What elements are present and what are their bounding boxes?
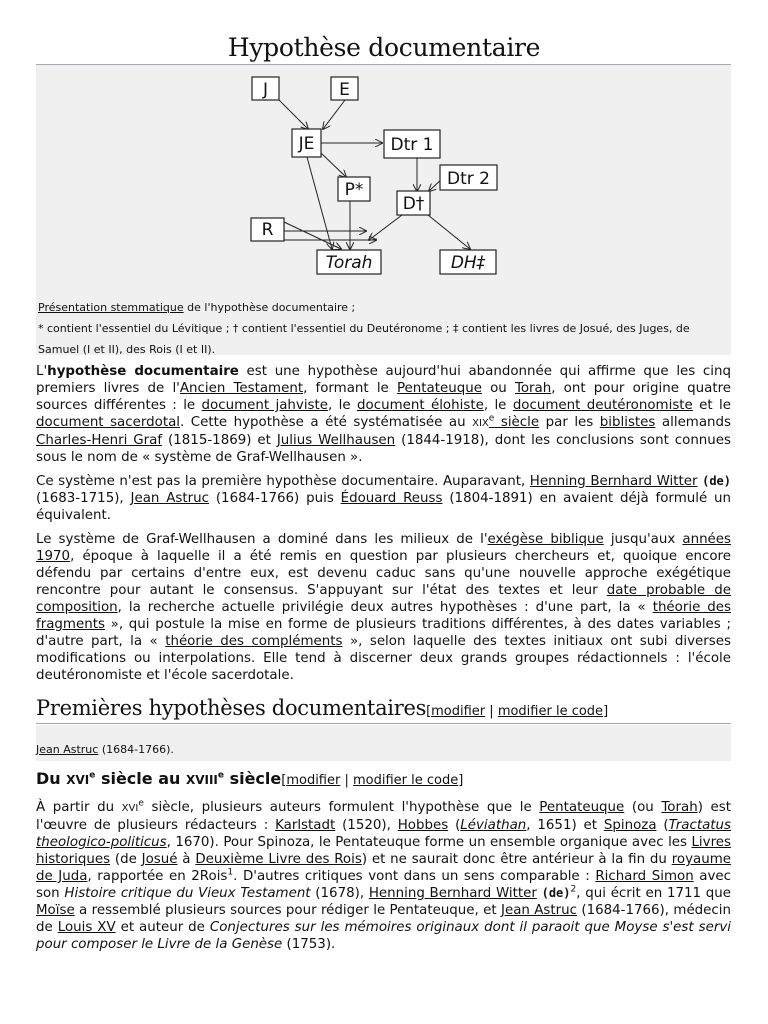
- edge-r-torah-1: [284, 222, 341, 249]
- link-deuxieme-livre-rois[interactable]: Deuxième Livre des Rois: [195, 852, 362, 867]
- interlanguage-de-2[interactable]: (de): [541, 886, 571, 900]
- stemma-diagram: [36, 65, 731, 297]
- link-hobbes[interactable]: Hobbes: [397, 818, 449, 833]
- image-thumbnail: [36, 725, 731, 761]
- section-divider: [36, 723, 731, 724]
- footnote-1[interactable]: 1: [227, 867, 234, 878]
- thumb-link-astruc[interactable]: Jean Astruc: [36, 743, 99, 756]
- link-document-deuteronomiste[interactable]: document deutéronomiste: [512, 398, 693, 413]
- link-date-composition[interactable]: date probable de composition: [36, 583, 732, 615]
- link-royaume-juda[interactable]: royaume de Juda: [36, 852, 731, 884]
- node-dh: DH‡: [450, 253, 486, 273]
- link-theorie-fragments[interactable]: théorie des fragments: [36, 600, 731, 632]
- thumbnail-caption: Jean Astruc (1684-1766).: [36, 743, 174, 756]
- node-r: R: [261, 220, 274, 240]
- intro-paragraph-3: Le système de Graf-Wellhausen a dominé dans les milieux de l'exégèse biblique jusqu'aux années 1970, époque à laquelle il a été remis en question par plusieurs chercheurs et, quoique encore défendu par certains d'entre eux, est devenu caduc sans qu'une nouvelle approche exégétique rencontre pour autant le consensus. S'appuyant sur l'état des textes et leur date probable de composition, la recherche actuelle privilégie deux autres hypothèses : d'une part, la « théorie des fragments », qui postule la mise en forme de plusieurs traditions différentes, à des dates variables ; d'autre part, la « théorie des compléments », selon laquelle des textes initiaux ont subi diverses modifications ou interpolations. Elle tend à discerner deux grands groupes rédactionnels : l'école deutéronomiste et l'école sacerdotale.: [36, 532, 732, 683]
- section-paragraph: À partir du XVIe siècle, plusieurs auteurs formulent l'hypothèse que le Pentateuque (ou Torah) est l'œuvre de plusieurs rédacteurs : Karlstadt (1520), Hobbes (Léviathan, 1651) et Spinoza (Tractatus theologico-politicus, 1670). Pour Spinoza, le Pentateuque forme un ensemble organique avec les Livres historiques (de Josué à Deuxième Livre des Rois) et ne saurait donc être antérieur à la fin du royaume de Juda, rapportée en 2Rois$^1$. D'autres critiques vont dans un sens comparable : Richard Simon avec son Histoire critique du Vieux Testament (1678), Henning Bernhard Witter (de)$^2$, qui écrit en 1711 que Moïse a ressemblé plusieurs sources pour rédiger le Pentateuque, et Jean Astruc (1684-1766), médecin de Louis XV et auteur de Conjectures sur les mémoires originaux dont il paraoit que Moyse s'est servi pour composer le Livre de la Genèse (1753).: [36, 798, 732, 952]
- link-spinoza[interactable]: Spinoza: [603, 818, 657, 833]
- link-torah-2[interactable]: Torah: [661, 800, 698, 815]
- link-louis-xv[interactable]: Louis XV: [57, 920, 116, 935]
- subsection-heading: Du XVIe siècle au XVIIIe siècle[modifier | modifier le code]: [36, 769, 464, 788]
- link-witter-2[interactable]: Henning Bernhard Witter: [368, 886, 537, 901]
- node-p: P*: [344, 180, 364, 200]
- link-josue[interactable]: Josué: [141, 852, 178, 867]
- node-j: J: [262, 80, 269, 100]
- link-document-sacerdotal[interactable]: document sacerdotal: [36, 415, 180, 430]
- page-title: Hypothèse documentaire: [227, 33, 541, 62]
- link-theorie-complements[interactable]: théorie des compléments: [165, 634, 343, 649]
- link-astruc-2[interactable]: Jean Astruc: [501, 903, 577, 918]
- node-e: E: [339, 80, 350, 100]
- edge-e-je: [323, 100, 345, 129]
- caption-notes: * contient l'essentiel du Lévitique ; † contient l'essentiel du Deutéronome ; ‡ contient les livres de Josué, des Juges, de Samuel (I et II), des Rois (I et II).: [38, 322, 690, 356]
- edit-subsection-link[interactable]: modifier: [286, 773, 341, 788]
- link-leviathan[interactable]: Léviathan: [460, 818, 527, 833]
- intro-paragraph-2: Ce système n'est pas la première hypothèse documentaire. Auparavant, Henning Bernhard Witter (de) (1683-1715), Jean Astruc (1684-1766) puis Édouard Reuss (1804-1891) en avaient déjà formulé un équivalent.: [36, 474, 731, 523]
- link-torah[interactable]: Torah: [514, 381, 552, 396]
- link-document-jahviste[interactable]: document jahviste: [201, 398, 329, 413]
- node-dtr1: Dtr 1: [390, 135, 434, 155]
- interlanguage-de[interactable]: (de): [702, 474, 731, 488]
- link-karlstadt[interactable]: Karlstadt: [275, 818, 336, 833]
- link-pentateuque-2[interactable]: Pentateuque: [539, 800, 625, 815]
- diagram-figure: [36, 65, 731, 355]
- link-witter[interactable]: Henning Bernhard Witter: [529, 474, 698, 489]
- link-tractatus[interactable]: Tractatus theologico-politicus: [36, 818, 731, 850]
- link-pentateuque[interactable]: Pentateuque: [396, 381, 482, 396]
- figure-caption: Présentation stemmatique de l'hypothèse documentaire ; * contient l'essentiel du Lévitique ; † contient l'essentiel du Deutéronome ; ‡ contient les livres de Josué, des Juges, de Samuel (I et II), des Rois (I et II).: [38, 301, 690, 356]
- link-wellhausen[interactable]: Julius Wellhausen: [276, 433, 396, 448]
- edit-subsection-source-link[interactable]: modifier le code: [353, 773, 459, 788]
- section-heading: Premières hypothèses documentaires[modifier | modifier le code]: [36, 696, 609, 720]
- edge-j-je: [279, 100, 308, 129]
- link-annees-1970[interactable]: années 1970: [36, 532, 732, 564]
- caption-link[interactable]: Présentation stemmatique: [38, 301, 184, 314]
- link-livres-historiques[interactable]: Livres historiques: [36, 835, 731, 867]
- edge-je-p: [321, 153, 346, 177]
- link-document-elohiste[interactable]: document élohiste: [357, 398, 484, 413]
- link-moise[interactable]: Moïse: [36, 903, 75, 918]
- node-je: JE: [298, 134, 315, 154]
- link-xixe-siecle[interactable]: $^e$ siècle: [488, 413, 540, 430]
- node-dtr2: Dtr 2: [447, 169, 490, 189]
- edit-section-link[interactable]: modifier: [431, 704, 486, 719]
- node-d: D†: [402, 194, 425, 214]
- edge-d-torah: [369, 215, 402, 240]
- link-graf[interactable]: Charles-Henri Graf: [36, 433, 163, 448]
- node-torah: Torah: [325, 253, 373, 273]
- link-astruc[interactable]: Jean Astruc: [130, 491, 209, 506]
- link-biblistes[interactable]: biblistes: [599, 415, 656, 430]
- link-richard-simon[interactable]: Richard Simon: [595, 869, 694, 884]
- link-ancien-testament[interactable]: Ancien Testament: [179, 381, 304, 396]
- intro-paragraph-1: L'hypothèse documentaire est une hypothèse aujourd'hui abandonnée qui affirme que les cinq premiers livres de l'Ancien Testament, formant le Pentateuque ou Torah, ont pour origine quatre sources différentes : le document jahviste, le document élohiste, le document deutéronomiste et le document sacerdotal. Cette hypothèse a été systématisée au XIXe siècle par les biblistes allemands Charles-Henri Graf (1815-1869) et Julius Wellhausen (1844-1918), dont les conclusions sont connues sous le nom de « système de Graf-Wellhausen ».: [36, 364, 732, 465]
- link-reuss[interactable]: Édouard Reuss: [340, 491, 443, 506]
- footnote-2[interactable]: 2: [570, 884, 577, 895]
- edge-d-dh: [428, 215, 470, 249]
- edit-source-link[interactable]: modifier le code: [497, 704, 604, 719]
- link-exegese[interactable]: exégèse biblique: [487, 532, 604, 547]
